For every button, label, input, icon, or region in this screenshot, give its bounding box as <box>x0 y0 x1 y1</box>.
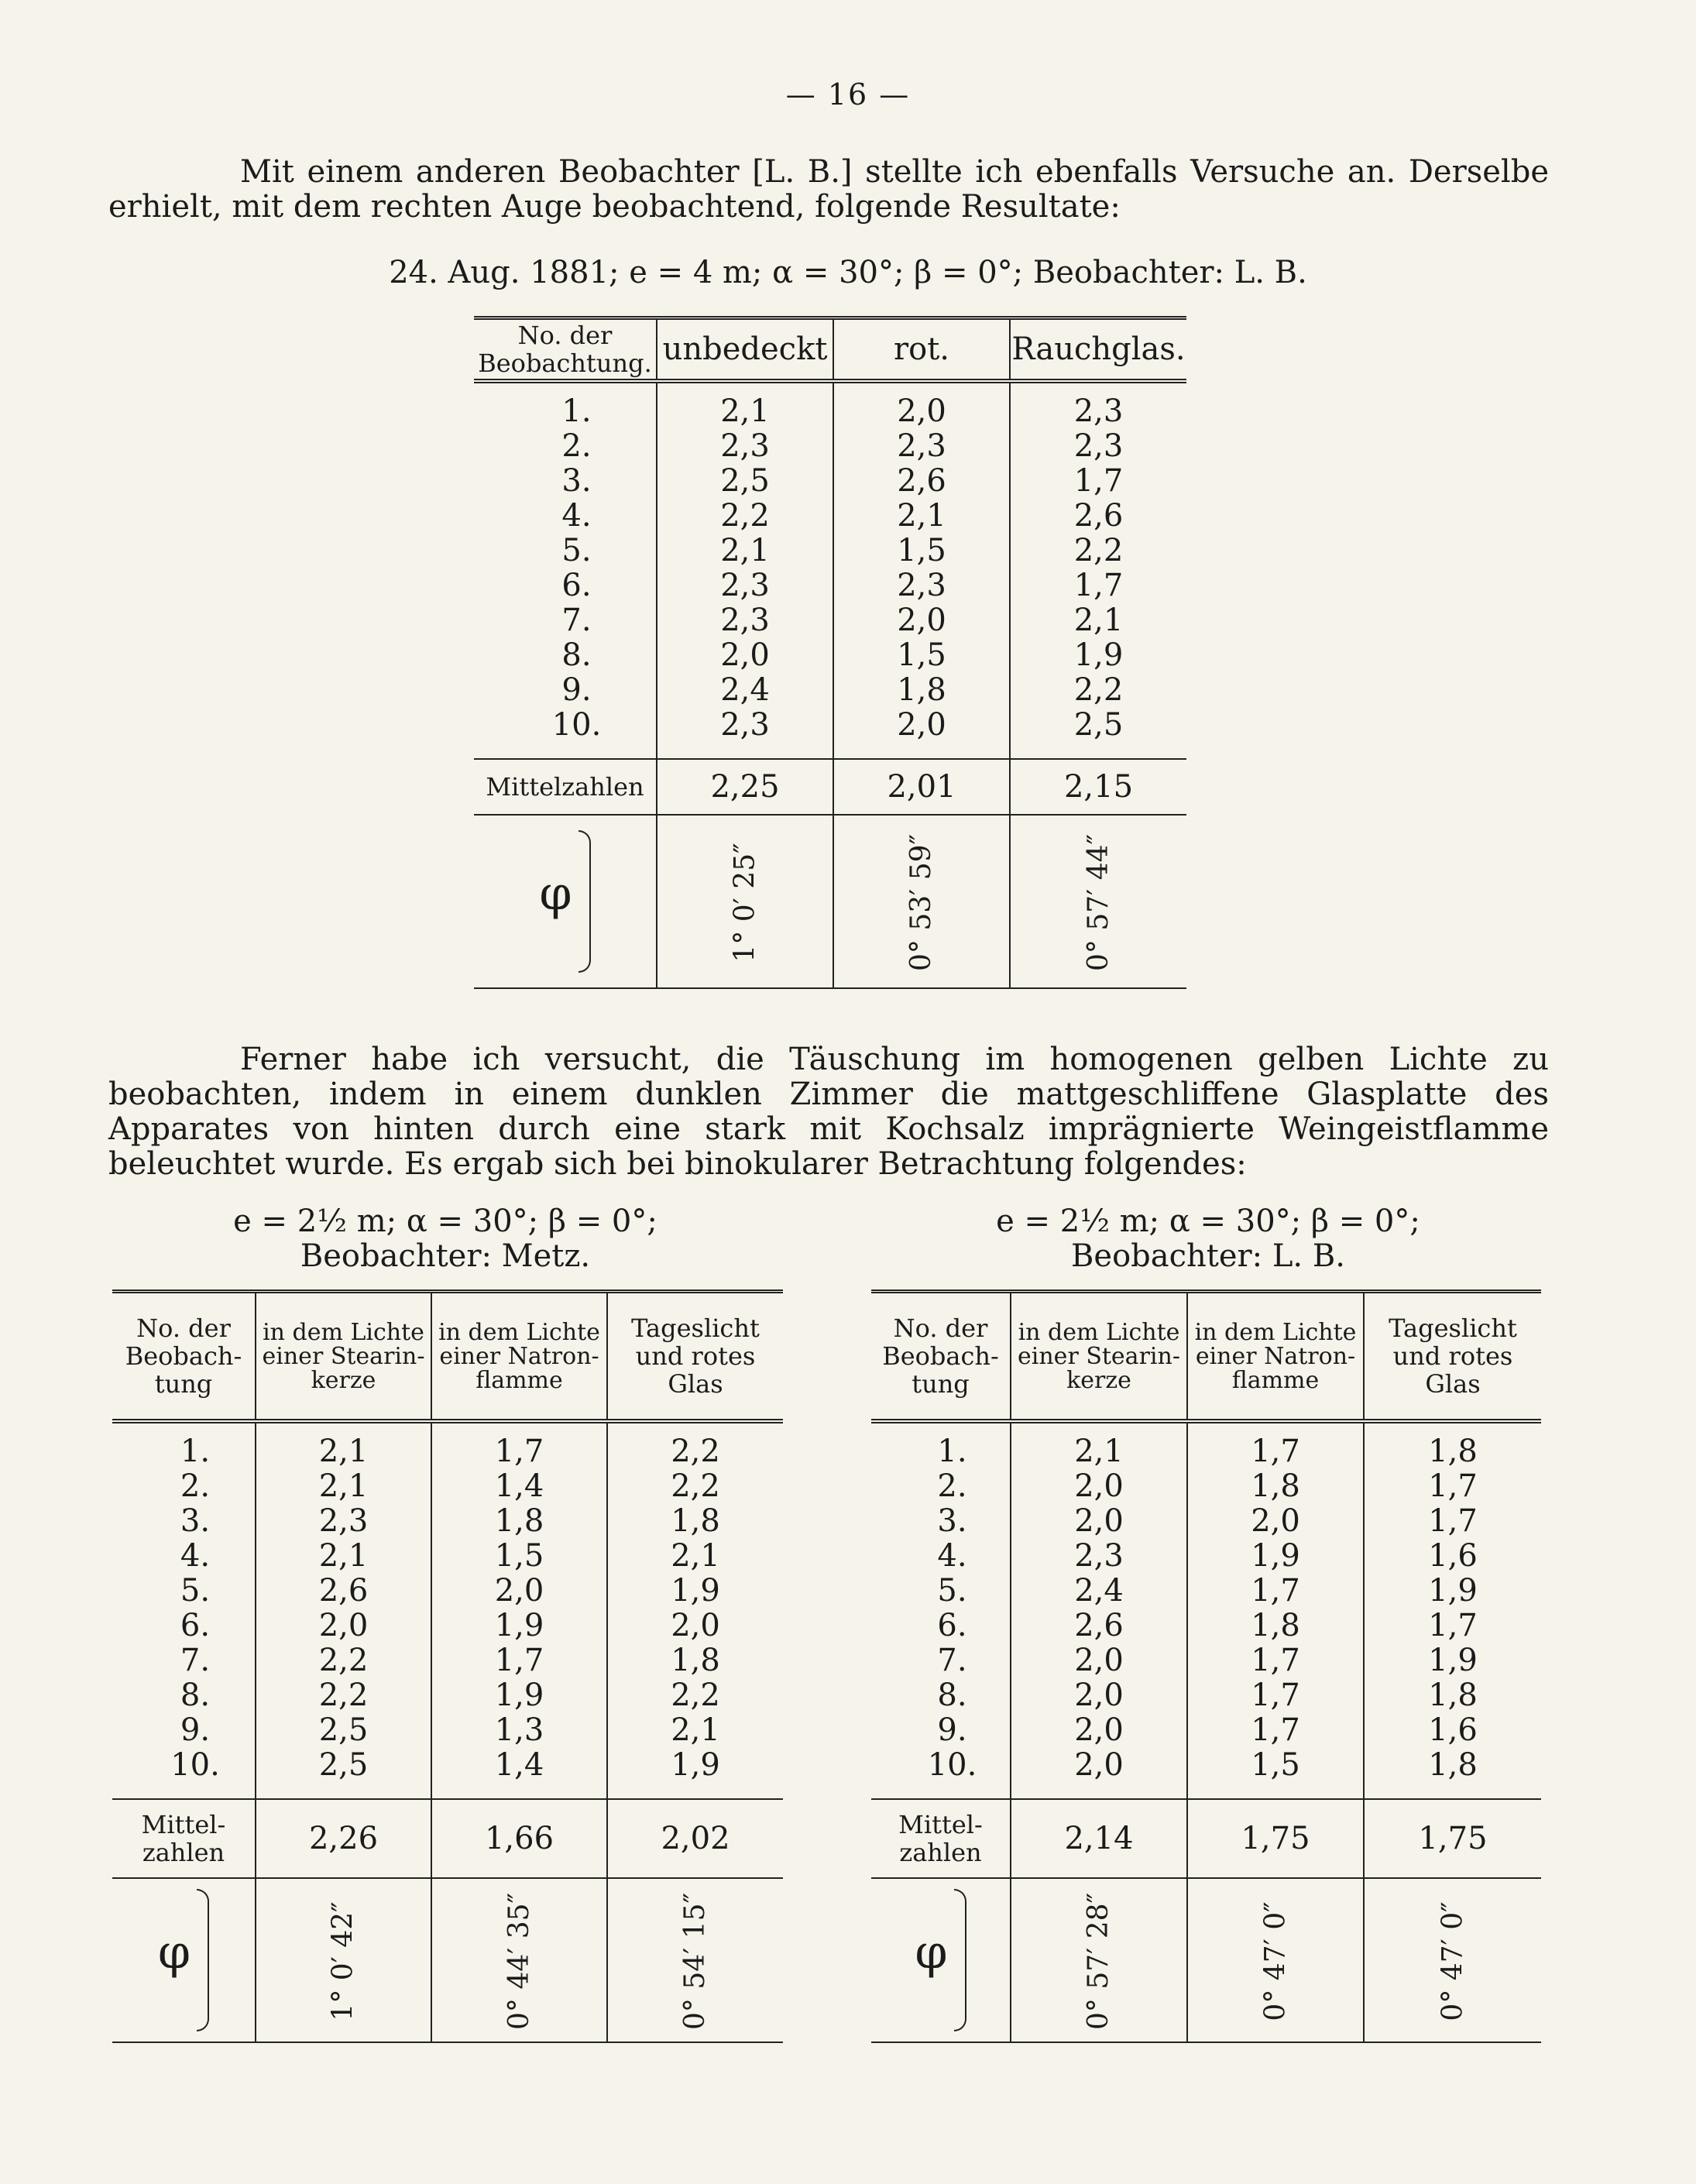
table3-mittel-row <box>871 1799 1541 1878</box>
table2-header-row <box>112 1292 783 1422</box>
table3-cell: 1,7 <box>1187 1713 1364 1748</box>
table2-cell: 2,0 <box>607 1609 783 1643</box>
table1-cell: 1,7 <box>1010 568 1186 603</box>
table1-phi-cell: 0° 53′ 59″ <box>905 833 938 972</box>
table1-header-cell: rot. <box>833 318 1010 382</box>
table2-cell: 1,8 <box>431 1504 607 1539</box>
table2-mittel-cell: 2,26 <box>256 1799 431 1878</box>
table3-data-row <box>871 1574 1541 1609</box>
table3-mittel-cell: 1,75 <box>1364 1799 1541 1878</box>
table3-header-cell: in dem Lichte einer Natron-flamme <box>1187 1292 1364 1422</box>
table3-cell: 5. <box>937 1573 967 1609</box>
table2-phi-row <box>112 1878 783 2042</box>
table2-cell: 1,8 <box>607 1504 783 1539</box>
table1-cell: 1,8 <box>833 673 1010 708</box>
table2-cell: 8. <box>180 1677 211 1713</box>
brace-icon <box>197 1889 209 2031</box>
table2-condition-line1: e = 2½ m; α = 30°; β = 0°; <box>233 1204 657 1239</box>
table1-cell: 2,3 <box>657 429 833 464</box>
table3-mittel-cell: 1,75 <box>1187 1799 1364 1878</box>
table3-cell: 2,0 <box>1011 1678 1187 1713</box>
table3-condition <box>867 1204 1549 1274</box>
table3-cell: 1,9 <box>1187 1539 1364 1574</box>
table3-cell: 2,4 <box>1011 1574 1187 1609</box>
table2-cell: 2,1 <box>607 1713 783 1748</box>
table3-data-row <box>871 1539 1541 1574</box>
table2-phi-cell: 0° 54′ 15″ <box>679 1892 712 2031</box>
table3-mittel-cell: 2,14 <box>1011 1799 1187 1878</box>
table2-cell: 5. <box>180 1573 211 1609</box>
table3-cell: 2,1 <box>1011 1421 1187 1469</box>
table3-cell: 2,6 <box>1011 1609 1187 1643</box>
table1-data-row <box>474 673 1186 708</box>
table1-header-row <box>474 318 1186 382</box>
table3-cell: 1,9 <box>1364 1643 1541 1678</box>
table1-cell: 1,5 <box>833 638 1010 673</box>
table3-cell: 2,0 <box>1011 1713 1187 1748</box>
table3-cell: 1. <box>937 1434 967 1469</box>
brace-icon <box>578 830 591 973</box>
table1-mittel-cell: 2,15 <box>1010 759 1186 815</box>
table3-cell: 2. <box>937 1468 967 1504</box>
table3-data-row <box>871 1748 1541 1799</box>
table3-data-row <box>871 1469 1541 1504</box>
table1-cell: 2,1 <box>657 534 833 568</box>
table1-cell: 2,2 <box>1010 534 1186 568</box>
table2-data-row <box>112 1504 783 1539</box>
table2-data-row <box>112 1574 783 1609</box>
table3-header-cell: in dem Lichte einer Stearin-kerze <box>1011 1292 1187 1422</box>
table3-cell: 1,8 <box>1364 1421 1541 1469</box>
table2-data-row <box>112 1713 783 1748</box>
table3-cell: 1,7 <box>1187 1643 1364 1678</box>
table3-cell: 2,3 <box>1011 1539 1187 1574</box>
table2-cell: 2,2 <box>256 1678 431 1713</box>
table2-cell: 2,1 <box>607 1539 783 1574</box>
table1-cell: 9. <box>561 672 592 708</box>
table1-cell: 8. <box>561 637 592 673</box>
brace-icon <box>954 1889 966 2031</box>
table3-cell: 1,8 <box>1187 1609 1364 1643</box>
table1-mittel-row <box>474 759 1186 815</box>
table2-data-row <box>112 1609 783 1643</box>
table1-cell: 2,2 <box>657 499 833 534</box>
table1-data-row <box>474 381 1186 429</box>
table2-cell: 10. <box>170 1747 220 1783</box>
table2-header-cell: No. der Beobach-tung <box>112 1292 256 1422</box>
table3-cell: 7. <box>937 1643 967 1678</box>
table3-cell: 8. <box>937 1677 967 1713</box>
table3-cell: 1,8 <box>1187 1469 1364 1504</box>
table2-data-row <box>112 1539 783 1574</box>
table3-cell: 2,0 <box>1011 1643 1187 1678</box>
table1-cell: 2,3 <box>657 568 833 603</box>
table2-cell: 1. <box>180 1434 211 1469</box>
table2-data-row <box>112 1748 783 1799</box>
table3-phi-cell: 0° 57′ 28″ <box>1083 1892 1115 2031</box>
table1-cell: 1,5 <box>833 534 1010 568</box>
table2-cell: 4. <box>180 1538 211 1574</box>
table2-data-row <box>112 1469 783 1504</box>
table3-data-row <box>871 1643 1541 1678</box>
table2-data-row <box>112 1421 783 1469</box>
table1-cell: 2,5 <box>657 464 833 499</box>
table1-cell: 7. <box>561 603 592 638</box>
table2-cell: 1,5 <box>431 1539 607 1574</box>
table3-data-row <box>871 1713 1541 1748</box>
table1 <box>474 316 1186 989</box>
table2-cell: 2,1 <box>256 1469 431 1504</box>
table2-data-row <box>112 1643 783 1678</box>
table3-data-row <box>871 1609 1541 1643</box>
table1-data-row <box>474 464 1186 499</box>
table3-cell: 1,7 <box>1187 1421 1364 1469</box>
table1-cell: 2,2 <box>1010 673 1186 708</box>
table3-cell: 2,0 <box>1011 1504 1187 1539</box>
table1-header-cell: Rauchglas. <box>1010 318 1186 382</box>
table2-mittel-label: Mittel-zahlen <box>112 1799 256 1878</box>
table3-cell: 3. <box>937 1503 967 1539</box>
table2-cell: 2,5 <box>256 1713 431 1748</box>
table3-data-row <box>871 1504 1541 1539</box>
table3-cell: 1,5 <box>1187 1748 1364 1799</box>
table1-cell: 2,6 <box>1010 499 1186 534</box>
phi-symbol: φ <box>915 1925 948 1980</box>
table1-cell: 2,3 <box>833 568 1010 603</box>
paragraph-homogeneous-text: Ferner habe ich versucht, die Täuschung im homogenen gelben Lichte zu beobachten, indem in einem dunklen Zimmer die mattgeschliffene Glasplatte des Apparates von hinten durch eine stark mit Kochsalz imprägnierte Weingeistflamme beleuchtet wurde. Es ergab sich bei binokularer Betrachtung folgendes: <box>108 1042 1549 1182</box>
table1-data-row <box>474 568 1186 603</box>
table1-cell: 1. <box>561 393 592 429</box>
table2-cell: 2,2 <box>607 1421 783 1469</box>
table1-cell: 2,1 <box>833 499 1010 534</box>
table2-cell: 1,9 <box>607 1748 783 1799</box>
table2-cell: 2,2 <box>607 1469 783 1504</box>
table2-cell: 1,7 <box>431 1643 607 1678</box>
table3-condition-line1: e = 2½ m; α = 30°; β = 0°; <box>996 1204 1420 1239</box>
table2-cell: 2,3 <box>256 1504 431 1539</box>
table1-data-row <box>474 429 1186 464</box>
table3-cell: 1,7 <box>1364 1504 1541 1539</box>
table3-cell: 2,0 <box>1011 1469 1187 1504</box>
table2-header-cell: in dem Lichte einer Stearin-kerze <box>256 1292 431 1422</box>
table1-phi-cell: 1° 0′ 25″ <box>729 843 761 963</box>
table1-cell: 2,3 <box>1010 429 1186 464</box>
table2 <box>112 1289 783 2043</box>
paragraph-intro-text: Mit einem anderen Beobachter [L. B.] stellte ich ebenfalls Versuche an. Derselbe erhielt, mit dem rechten Auge beobachtend, folgende Resultate: <box>108 154 1549 225</box>
table2-cell: 2,2 <box>607 1678 783 1713</box>
table2-header-cell: in dem Lichte einer Natron-flamme <box>431 1292 607 1422</box>
table1-cell: 2,0 <box>833 603 1010 638</box>
table1-cell: 2,1 <box>1010 603 1186 638</box>
table3-cell: 9. <box>937 1712 967 1748</box>
table2-cell: 3. <box>180 1503 211 1539</box>
table2-cell: 2,2 <box>256 1643 431 1678</box>
table1-cell: 2,3 <box>657 708 833 759</box>
table3-cell: 10. <box>927 1747 977 1783</box>
table2-cell: 6. <box>180 1608 211 1643</box>
paragraph-homogeneous <box>108 1042 1549 1182</box>
table1-cell: 6. <box>561 568 592 603</box>
paragraph-intro <box>108 155 1549 225</box>
table1-mittel-cell: 2,25 <box>657 759 833 815</box>
table2-cell: 7. <box>180 1643 211 1678</box>
table2-condition-line2: Beobachter: Metz. <box>300 1238 591 1274</box>
table3-cell: 1,6 <box>1364 1539 1541 1574</box>
table3-condition-line2: Beobachter: L. B. <box>1071 1238 1345 1274</box>
table3-header-row <box>871 1292 1541 1422</box>
page-number: — 16 — <box>785 77 911 112</box>
table1-cell: 1,7 <box>1010 464 1186 499</box>
table2-cell: 2,1 <box>256 1421 431 1469</box>
table3-cell: 1,7 <box>1187 1678 1364 1713</box>
table2-cell: 1,3 <box>431 1713 607 1748</box>
table2-cell: 2,0 <box>431 1574 607 1609</box>
table2-mittel-cell: 1,66 <box>431 1799 607 1878</box>
table1-cell: 2,0 <box>833 708 1010 759</box>
table1-cell: 5. <box>561 533 592 568</box>
table3-header-cell: No. der Beobach-tung <box>871 1292 1011 1422</box>
phi-symbol: φ <box>539 867 572 921</box>
table1-mittel-cell: 2,01 <box>833 759 1010 815</box>
table3-cell: 2,0 <box>1187 1504 1364 1539</box>
table3-phi-cell: 0° 47′ 0″ <box>1437 1901 1469 2021</box>
table1-condition: 24. Aug. 1881; e = 4 m; α = 30°; β = 0°; Beobachter: L. B. <box>389 255 1307 290</box>
table1-cell: 2,4 <box>657 673 833 708</box>
table2-cell: 1,7 <box>431 1421 607 1469</box>
table2-cell: 1,8 <box>607 1643 783 1678</box>
table1-header-cell: unbedeckt <box>657 318 833 382</box>
table1-cell: 3. <box>561 463 592 499</box>
table2-header-cell: Tageslicht und rotes Glas <box>607 1292 783 1422</box>
table2-cell: 2,5 <box>256 1748 431 1799</box>
table2-phi-cell: 1° 0′ 42″ <box>328 1901 359 2021</box>
table2-mittel-cell: 2,02 <box>607 1799 783 1878</box>
table1-cell: 1,9 <box>1010 638 1186 673</box>
table1-data-row <box>474 603 1186 638</box>
table1-phi-cell: 0° 57′ 44″ <box>1083 833 1114 972</box>
table3-data-row <box>871 1678 1541 1713</box>
table1-cell: 4. <box>561 498 592 534</box>
table1-data-row <box>474 534 1186 568</box>
table1-header-cell: No. der Beobachtung. <box>474 318 657 382</box>
table3-phi-cell: 0° 47′ 0″ <box>1259 1901 1292 2021</box>
table3-cell: 1,9 <box>1364 1574 1541 1609</box>
table1-cell: 10. <box>551 707 602 743</box>
table2-cell: 9. <box>180 1712 211 1748</box>
table1-cell: 2,0 <box>833 381 1010 429</box>
table2-mittel-row <box>112 1799 783 1878</box>
table1-cell: 2,3 <box>833 429 1010 464</box>
table2-cell: 1,4 <box>431 1748 607 1799</box>
table3-cell: 1,7 <box>1187 1574 1364 1609</box>
table2-cell: 2,1 <box>256 1539 431 1574</box>
table3-cell: 2,0 <box>1011 1748 1187 1799</box>
table2-cell: 2,0 <box>256 1609 431 1643</box>
table3 <box>871 1289 1541 2043</box>
table3-cell: 1,8 <box>1364 1678 1541 1713</box>
table3-cell: 1,7 <box>1364 1469 1541 1504</box>
table3-data-row <box>871 1421 1541 1469</box>
table3-phi-row <box>871 1878 1541 2042</box>
table2-cell: 1,4 <box>431 1469 607 1504</box>
table1-cell: 2,5 <box>1010 708 1186 759</box>
table3-cell: 1,7 <box>1364 1609 1541 1643</box>
table1-data-row <box>474 708 1186 759</box>
table1-data-row <box>474 638 1186 673</box>
table1-cell: 2,3 <box>1010 381 1186 429</box>
table1-cell: 2,6 <box>833 464 1010 499</box>
table1-mittel-label: Mittelzahlen <box>474 759 657 815</box>
table2-phi-cell: 0° 44′ 35″ <box>503 1892 535 2031</box>
table2-cell: 1,9 <box>607 1574 783 1609</box>
table2-cell: 2. <box>180 1468 211 1504</box>
table3-cell: 1,6 <box>1364 1713 1541 1748</box>
table1-phi-row <box>474 815 1186 988</box>
table1-cell: 2. <box>561 428 592 464</box>
table3-cell: 4. <box>937 1538 967 1574</box>
table3-header-cell: Tageslicht und rotes Glas <box>1364 1292 1541 1422</box>
table2-cell: 2,6 <box>256 1574 431 1609</box>
table1-cell: 2,0 <box>657 638 833 673</box>
table2-cell: 1,9 <box>431 1678 607 1713</box>
phi-symbol: φ <box>157 1925 191 1980</box>
table1-cell: 2,1 <box>657 381 833 429</box>
table2-data-row <box>112 1678 783 1713</box>
table3-mittel-label: Mittel-zahlen <box>871 1799 1011 1878</box>
table1-data-row <box>474 499 1186 534</box>
table1-cell: 2,3 <box>657 603 833 638</box>
table3-cell: 1,8 <box>1364 1748 1541 1799</box>
table2-condition <box>108 1204 782 1274</box>
table3-cell: 6. <box>937 1608 967 1643</box>
table2-cell: 1,9 <box>431 1609 607 1643</box>
